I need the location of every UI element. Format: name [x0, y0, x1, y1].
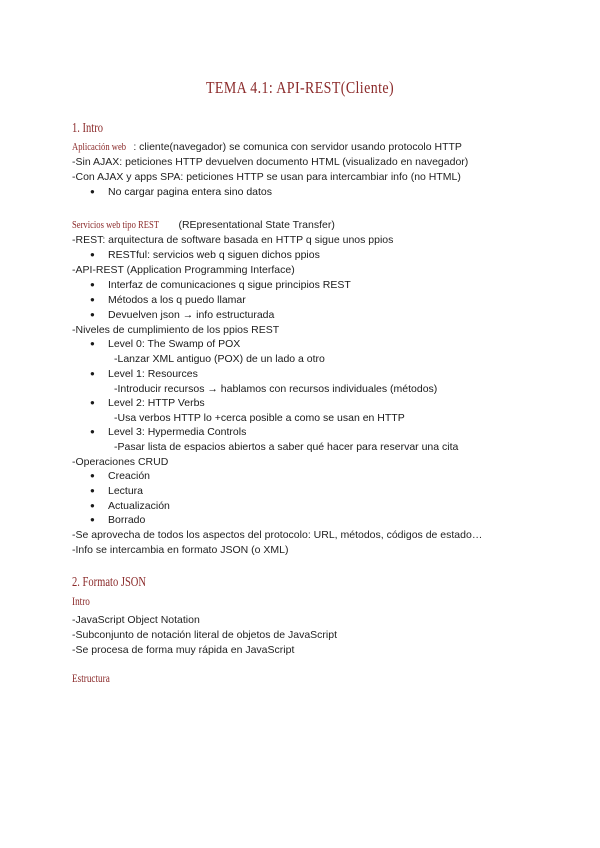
json-line-3: -Se procesa de forma muy rápida en JavaScript: [72, 644, 295, 656]
rest-def-line: -REST: arquitectura de software basada en HTTP q sigue unos ppios: [72, 234, 394, 246]
list-item: ● Devuelven json → info estructurada: [90, 309, 275, 321]
list-item: ● Creación: [90, 470, 151, 482]
bullet-icon: ●: [90, 471, 95, 480]
level2-sub: -Usa verbos HTTP lo +cerca posible a como se usan en HTTP: [114, 412, 405, 424]
bullet-icon: ●: [90, 369, 95, 378]
subheading-estructura: Estructura: [72, 673, 110, 685]
section-heading-json: 2. Formato JSON: [72, 574, 147, 589]
level3-sub: -Pasar lista de espacios abiertos a saber qué hacer para reservar una cita: [114, 441, 459, 453]
list-item: ● RESTful: servicios web q siguen dichos ppios: [90, 249, 320, 261]
level0-sub: -Lanzar XML antiguo (POX) de un lado a otro: [114, 353, 325, 365]
app-web-lead: Aplicación web: [72, 141, 127, 153]
bullet-icon: ●: [90, 310, 95, 319]
list-item: ● Level 0: The Swamp of POX: [90, 338, 241, 350]
bullet-icon: ●: [90, 486, 95, 495]
subheading-intro: Intro: [72, 596, 90, 608]
app-web-text: : cliente(navegador) se comunica con servidor usando protocolo HTTP: [133, 141, 462, 153]
rest-text: (REpresentational State Transfer): [175, 219, 335, 231]
bullet-icon: ●: [90, 501, 95, 510]
niveles-line: -Niveles de cumplimiento de los ppios REST: [72, 324, 280, 336]
list-item: ● Lectura: [90, 485, 144, 497]
bullet-icon: ●: [90, 295, 95, 304]
bullet-icon: ●: [90, 398, 95, 407]
level1-sub: -Introducir recursos → hablamos con recursos individuales (métodos): [114, 383, 438, 395]
list-item: ● Level 1: Resources: [90, 368, 198, 380]
rest-line: [72, 218, 335, 232]
bullet-icon: ●: [90, 187, 95, 196]
bullet-icon: ●: [90, 427, 95, 436]
app-web-line: [72, 140, 462, 154]
list-item: ● Métodos a los q puedo llamar: [90, 294, 246, 306]
list-item: ● No cargar pagina entera sino datos: [90, 186, 273, 198]
bullet-icon: ●: [90, 250, 95, 259]
crud-line: -Operaciones CRUD: [72, 456, 169, 468]
list-item: ● Level 3: Hypermedia Controls: [90, 426, 247, 438]
info-json-line: -Info se intercambia en formato JSON (o XML): [72, 544, 289, 556]
json-line-2: -Subconjunto de notación literal de objetos de JavaScript: [72, 629, 338, 641]
sin-ajax-line: -Sin AJAX: peticiones HTTP devuelven documento HTML (visualizado en navegador): [72, 156, 469, 168]
bullet-icon: ●: [90, 339, 95, 348]
list-item: ● Borrado: [90, 514, 146, 526]
json-line-1: -JavaScript Object Notation: [72, 614, 200, 626]
list-item: ● Level 2: HTTP Verbs: [90, 397, 205, 409]
list-item: ● Actualización: [90, 500, 170, 512]
bullet-icon: ●: [90, 280, 95, 289]
api-rest-line: -API-REST (Application Programming Interface): [72, 264, 295, 276]
rest-lead: Servicios web tipo REST: [72, 219, 159, 231]
list-item: ● Interfaz de comunicaciones q sigue principios REST: [90, 279, 351, 291]
page-title: TEMA 4.1: API-REST(Cliente): [205, 78, 395, 97]
aprovecha-line: -Se aprovecha de todos los aspectos del protocolo: URL, métodos, códigos de estado…: [72, 529, 483, 541]
con-ajax-line: -Con AJAX y apps SPA: peticiones HTTP se usan para intercambiar info (no HTML): [72, 171, 461, 183]
bullet-icon: ●: [90, 515, 95, 524]
section-heading-intro: 1. Intro: [72, 120, 104, 135]
